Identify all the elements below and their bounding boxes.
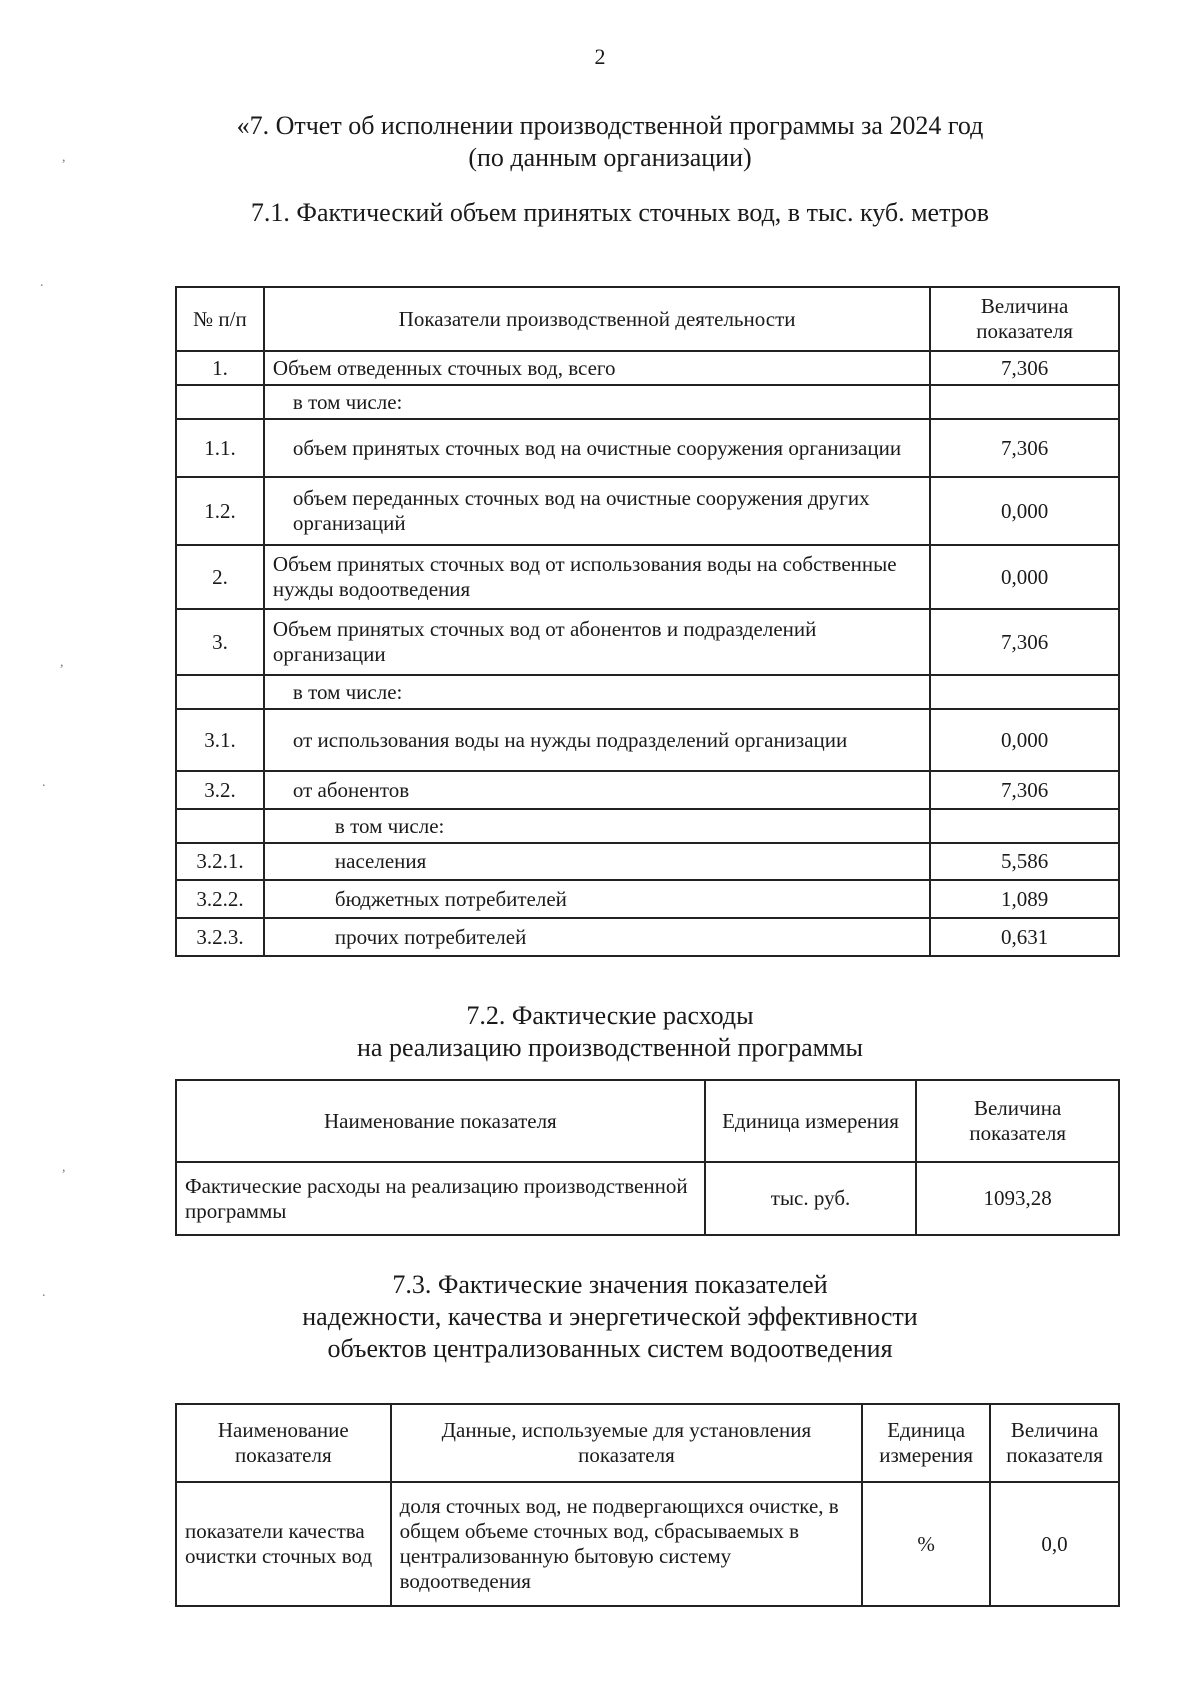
quality-table xyxy=(175,1403,1120,1607)
section3-title-line2: надежности, качества и энергетической эффективности xyxy=(302,1302,918,1331)
table-row xyxy=(176,477,1119,545)
row-value: 5,586 xyxy=(930,843,1119,880)
section2-title-line1: 7.2. Фактические расходы xyxy=(466,1001,754,1030)
row-label: объем переданных сточных вод на очистные сооружения других организаций xyxy=(264,477,930,545)
table-header-row xyxy=(176,1080,1119,1162)
table-row xyxy=(176,843,1119,880)
row-label: в том числе: xyxy=(264,809,930,843)
table-row xyxy=(176,771,1119,809)
col-header-value: Величина показателя xyxy=(916,1080,1119,1162)
table-row xyxy=(176,880,1119,918)
table-header-row xyxy=(176,1404,1119,1482)
row-label: объем принятых сточных вод на очистные сооружения организации xyxy=(264,419,930,477)
section1-title: 7.1. Фактический объем принятых сточных вод, в тыс. куб. метров xyxy=(250,198,990,227)
section2-title-line2: на реализацию производственной программы xyxy=(356,1033,863,1062)
table-row xyxy=(176,351,1119,385)
scan-mark: , xyxy=(60,655,64,670)
scan-mark: . xyxy=(42,1285,46,1300)
table-row xyxy=(176,609,1119,675)
row-label: в том числе: xyxy=(264,385,930,419)
scan-mark: . xyxy=(40,275,44,290)
row-label: прочих потребителей xyxy=(264,918,930,956)
row-value: 7,306 xyxy=(930,609,1119,675)
row-name: показатели качества очистки сточных вод xyxy=(176,1482,391,1606)
row-value xyxy=(930,385,1119,419)
col-header-value: Величина показателя xyxy=(990,1404,1119,1482)
section3-title xyxy=(160,1269,1060,1365)
main-heading-line1: «7. Отчет об исполнении производственной программы за 2024 год xyxy=(236,111,984,140)
table-row xyxy=(176,675,1119,709)
row-data: доля сточных вод, не подвергающихся очистке, в общем объеме сточных вод, сбрасываемых в централизованную бытовую систему водоотведения xyxy=(391,1482,863,1606)
row-number xyxy=(176,675,264,709)
page-number: 2 xyxy=(594,44,606,69)
col-header-num: № п/п xyxy=(176,287,264,351)
col-header-name: Наименование показателя xyxy=(176,1080,705,1162)
row-label: от использования воды на нужды подразделений организации xyxy=(264,709,930,771)
scan-mark: , xyxy=(62,1160,66,1175)
table-row xyxy=(176,419,1119,477)
table-row xyxy=(176,1482,1119,1606)
row-value: 7,306 xyxy=(930,771,1119,809)
col-header-indicator: Показатели производственной деятельности xyxy=(264,287,930,351)
row-number xyxy=(176,385,264,419)
row-value: 7,306 xyxy=(930,419,1119,477)
row-label: в том числе: xyxy=(264,675,930,709)
volume-table xyxy=(175,286,1120,957)
row-number xyxy=(176,809,264,843)
row-number: 2. xyxy=(176,545,264,609)
row-number: 1. xyxy=(176,351,264,385)
row-value xyxy=(930,675,1119,709)
expenses-table xyxy=(175,1079,1120,1236)
row-value: 0,0 xyxy=(990,1482,1119,1606)
row-number: 3.2.2. xyxy=(176,880,264,918)
col-header-name: Наименование показателя xyxy=(176,1404,391,1482)
row-number: 1.2. xyxy=(176,477,264,545)
row-value: 1093,28 xyxy=(916,1162,1119,1235)
row-label: Объем отведенных сточных вод, всего xyxy=(264,351,930,385)
scan-mark: , xyxy=(62,150,66,165)
section3-title-line1: 7.3. Фактические значения показателей xyxy=(392,1270,828,1299)
col-header-value: Величина показателя xyxy=(930,287,1119,351)
col-header-unit: Единица измерения xyxy=(705,1080,917,1162)
row-number: 3.1. xyxy=(176,709,264,771)
main-heading xyxy=(160,110,1060,174)
row-label: от абонентов xyxy=(264,771,930,809)
section3-title-line3: объектов централизованных систем водоотведения xyxy=(327,1334,893,1363)
table-row xyxy=(176,1162,1119,1235)
main-heading-line2: (по данным организации) xyxy=(468,143,752,172)
table-row xyxy=(176,918,1119,956)
row-label: Объем принятых сточных вод от абонентов и подразделений организации xyxy=(264,609,930,675)
row-number: 3.2.3. xyxy=(176,918,264,956)
row-label: населения xyxy=(264,843,930,880)
table-header-row xyxy=(176,287,1119,351)
table-row xyxy=(176,385,1119,419)
row-label: Объем принятых сточных вод от использования воды на собственные нужды водоотведения xyxy=(264,545,930,609)
row-number: 3.2.1. xyxy=(176,843,264,880)
row-value: 0,000 xyxy=(930,477,1119,545)
row-value: 0,631 xyxy=(930,918,1119,956)
row-value: 1,089 xyxy=(930,880,1119,918)
table-row xyxy=(176,545,1119,609)
table-row xyxy=(176,809,1119,843)
section2-title xyxy=(160,1000,1060,1064)
row-number: 1.1. xyxy=(176,419,264,477)
col-header-unit: Единица измерения xyxy=(862,1404,990,1482)
col-header-data: Данные, используемые для установления показателя xyxy=(391,1404,863,1482)
row-value xyxy=(930,809,1119,843)
row-unit: тыс. руб. xyxy=(705,1162,917,1235)
row-label: бюджетных потребителей xyxy=(264,880,930,918)
row-value: 0,000 xyxy=(930,709,1119,771)
row-value: 0,000 xyxy=(930,545,1119,609)
row-unit: % xyxy=(862,1482,990,1606)
row-value: 7,306 xyxy=(930,351,1119,385)
row-name: Фактические расходы на реализацию производственной программы xyxy=(176,1162,705,1235)
row-number: 3. xyxy=(176,609,264,675)
table-row xyxy=(176,709,1119,771)
scan-mark: . xyxy=(42,775,46,790)
row-number: 3.2. xyxy=(176,771,264,809)
